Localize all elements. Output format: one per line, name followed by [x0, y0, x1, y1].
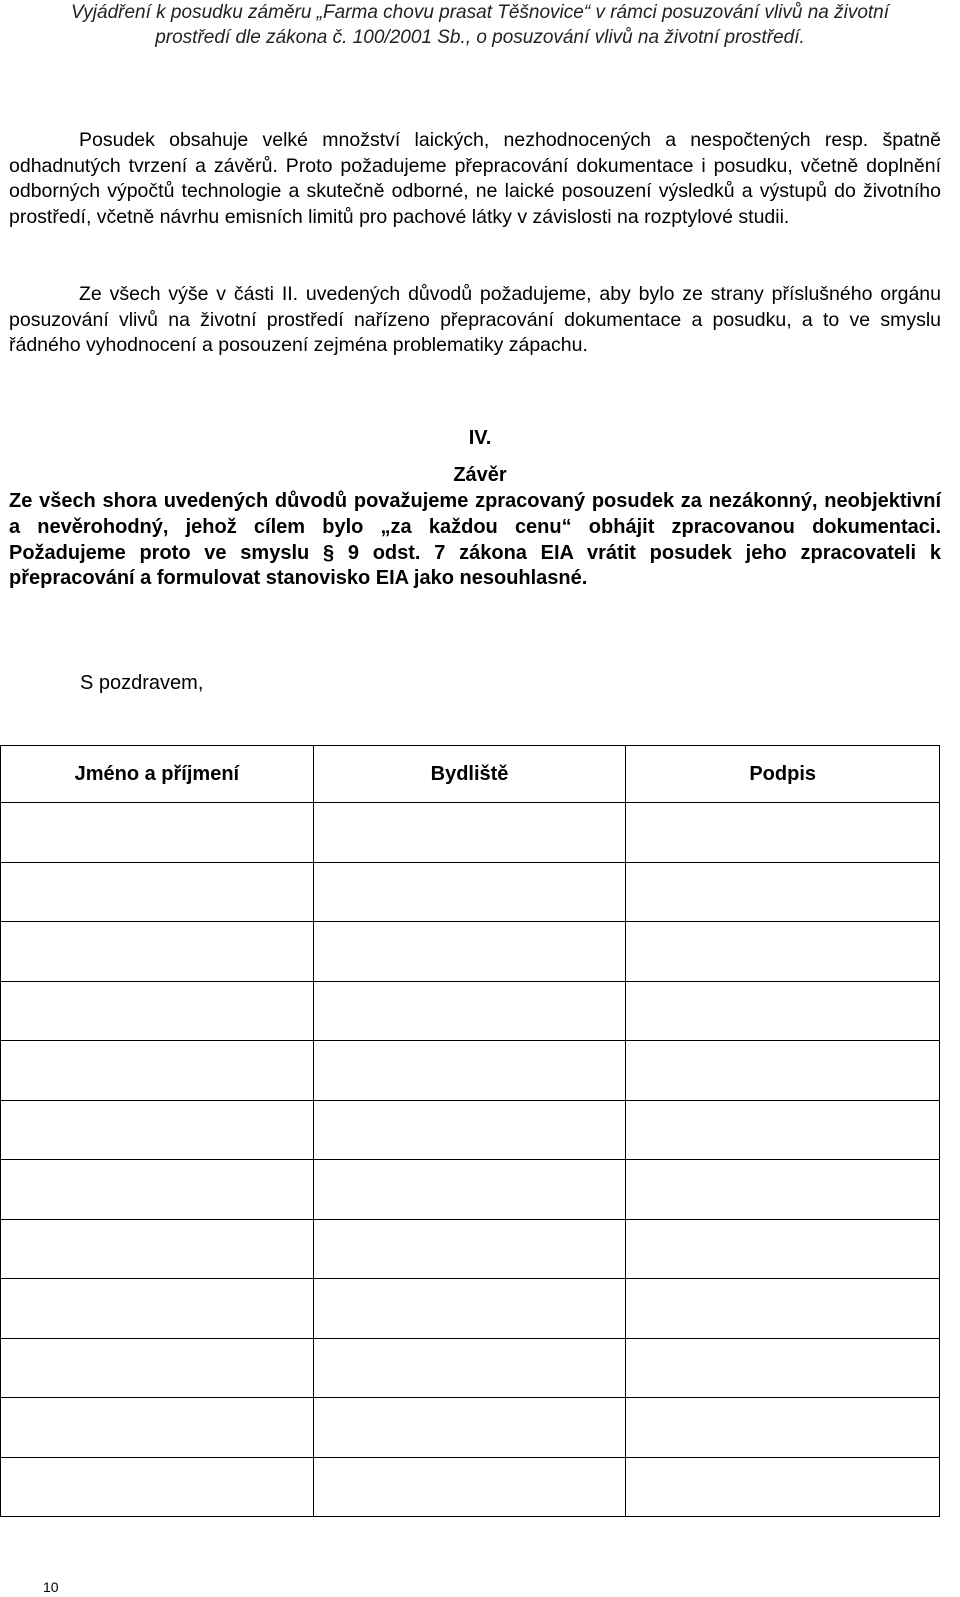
signature-row [1, 1041, 940, 1101]
signature-row [1, 1338, 940, 1398]
name-cell[interactable] [1, 1398, 314, 1458]
signature-cell[interactable] [626, 862, 940, 922]
residence-cell[interactable] [313, 803, 626, 863]
signature-cell[interactable] [626, 1279, 940, 1339]
residence-cell[interactable] [313, 1398, 626, 1458]
document-header [0, 0, 960, 50]
name-cell[interactable] [1, 1160, 314, 1220]
conclusion-paragraph: Ze všech shora uvedených důvodů považujeme zpracovaný posudek za nezákonný, neobjektivní a nevěrohodný, jehož cílem bylo „za každou cenu“ obhájit zpracovanou dokumentaci. Požadujeme proto ve smyslu § 9 odst. 7 zákona EIA vrátit posudek jeho zpracovateli k přepracování a formulovat stanovisko EIA jako nesouhlasné. [9, 490, 941, 590]
name-cell[interactable] [1, 862, 314, 922]
residence-cell[interactable] [313, 922, 626, 982]
name-cell[interactable] [1, 1100, 314, 1160]
signature-cell[interactable] [626, 1219, 940, 1279]
signature-cell[interactable] [626, 1041, 940, 1101]
signature-row [1, 981, 940, 1041]
signature-row [1, 1398, 940, 1458]
page-number: 10 [43, 1579, 59, 1595]
column-header-signature: Podpis [626, 746, 940, 803]
residence-cell[interactable] [313, 981, 626, 1041]
signature-row [1, 1457, 940, 1517]
signature-cell[interactable] [626, 1457, 940, 1517]
residence-cell[interactable] [313, 1219, 626, 1279]
signature-row [1, 922, 940, 982]
paragraph-1-text: Posudek obsahuje velké množství laických, nezhodnocených a nespočtených resp. špatně odhadnutých tvrzení a závěrů. Proto požadujeme přepracování dokumentace i posudku, včetně doplnění odborných výpočtů technologie a skutečně odborné, ne laické posouzení výsledků a výstupů do životního prostředí, včetně návrhu emisních limitů pro pachové látky v závislosti na rozptylové studii. [9, 129, 941, 228]
name-cell[interactable] [1, 803, 314, 863]
residence-cell[interactable] [313, 862, 626, 922]
signature-row [1, 862, 940, 922]
greeting: S pozdravem, [80, 672, 204, 694]
signature-row [1, 1279, 940, 1339]
section-title: Závěr [453, 464, 507, 486]
signature-cell[interactable] [626, 1100, 940, 1160]
name-cell[interactable] [1, 1041, 314, 1101]
name-cell[interactable] [1, 1338, 314, 1398]
signature-cell[interactable] [626, 1398, 940, 1458]
signature-cell[interactable] [626, 1338, 940, 1398]
signature-table-body [1, 803, 940, 1517]
name-cell[interactable] [1, 1219, 314, 1279]
name-cell[interactable] [1, 981, 314, 1041]
name-cell[interactable] [1, 922, 314, 982]
residence-cell[interactable] [313, 1279, 626, 1339]
residence-cell[interactable] [313, 1338, 626, 1398]
column-header-residence: Bydliště [313, 746, 626, 803]
name-cell[interactable] [1, 1457, 314, 1517]
section-number: IV. [468, 427, 492, 449]
header-line-2: prostředí dle zákona č. 100/2001 Sb., o posuzování vlivů na životní prostředí. [155, 27, 805, 48]
signature-cell[interactable] [626, 803, 940, 863]
signature-row [1, 1219, 940, 1279]
header-line-1: Vyjádření k posudku záměru „Farma chovu prasat Těšnovice“ v rámci posuzování vlivů na životní [70, 2, 890, 23]
residence-cell[interactable] [313, 1457, 626, 1517]
signature-table [0, 745, 940, 1517]
residence-cell[interactable] [313, 1160, 626, 1220]
signature-table-header-row [1, 746, 940, 803]
signature-row [1, 1160, 940, 1220]
signature-cell[interactable] [626, 922, 940, 982]
column-header-name: Jméno a příjmení [1, 746, 314, 803]
signature-cell[interactable] [626, 1160, 940, 1220]
paragraph-assessment-critique [9, 128, 941, 230]
residence-cell[interactable] [313, 1100, 626, 1160]
signature-row [1, 1100, 940, 1160]
signature-cell[interactable] [626, 981, 940, 1041]
paragraph-2-text: Ze všech výše v části II. uvedených důvodů požadujeme, aby bylo ze strany příslušného orgánu posuzování vlivů na životní prostředí nařízeno přepracování dokumentace a posudku, a to ve smyslu řádného vyhodnocení a posouzení zejména problematiky zápachu. [9, 283, 941, 357]
name-cell[interactable] [1, 1279, 314, 1339]
signature-row [1, 803, 940, 863]
residence-cell[interactable] [313, 1041, 626, 1101]
paragraph-revision-request [9, 282, 941, 359]
